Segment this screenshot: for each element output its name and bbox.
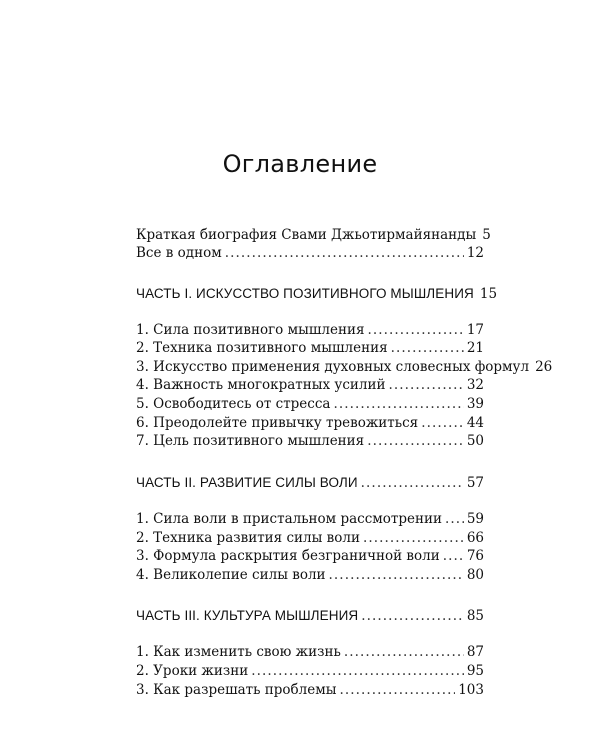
entry-label: 2. Техника позитивного мышления (136, 340, 388, 356)
entry-page: 76 (466, 548, 484, 564)
part-label: ЧАСТЬ I. ИСКУССТВО ПОЗИТИВНОГО МЫШЛЕНИЯ (136, 286, 474, 301)
toc-entry[interactable] (136, 680, 484, 700)
entry-page: 17 (466, 322, 484, 338)
entry-label: 2. Уроки жизни (136, 663, 249, 679)
entry-page: 66 (466, 530, 484, 546)
toc-entry[interactable] (136, 394, 484, 414)
dot-leader (329, 565, 464, 585)
entry-page: 85 (466, 608, 484, 624)
entry-page: 39 (466, 396, 484, 412)
toc-entry[interactable] (136, 565, 484, 585)
dot-leader (389, 375, 464, 395)
dot-leader (225, 243, 464, 263)
entry-label: 3. Формула раскрытия безграничной воли (136, 548, 440, 564)
entry-label: 2. Техника развития силы воли (136, 530, 360, 546)
entry-page: 26 (535, 359, 553, 375)
entry-label: 4. Великолепие силы воли (136, 567, 326, 583)
toc-entry[interactable] (136, 528, 484, 548)
dot-leader (344, 642, 464, 662)
entry-label: 1. Сила воли в пристальном рассмотрении (136, 511, 442, 527)
dot-leader (445, 509, 464, 529)
dot-leader (367, 431, 464, 451)
toc-entry[interactable] (136, 357, 553, 377)
entry-page: 95 (466, 663, 484, 679)
toc-entry[interactable] (136, 509, 484, 529)
dot-leader (367, 320, 463, 340)
entry-page: 59 (466, 511, 484, 527)
dot-leader (443, 546, 464, 566)
part-label: ЧАСТЬ III. КУЛЬТУРА МЫШЛЕНИЯ (136, 608, 359, 623)
entry-page: 12 (466, 245, 484, 261)
entry-label: 3. Как разрешать проблемы (136, 682, 337, 698)
toc-entry[interactable] (136, 431, 484, 451)
entry-label: 1. Сила позитивного мышления (136, 322, 365, 338)
entry-label: 6. Преодолейте привычку тревожиться (136, 415, 419, 431)
entry-page: 44 (466, 415, 484, 431)
entry-label: Краткая биография Свами Джьотирмайянанды (136, 227, 477, 243)
part-label: ЧАСТЬ II. РАЗВИТИЕ СИЛЫ ВОЛИ (136, 475, 358, 490)
toc-entry[interactable] (136, 338, 484, 358)
toc-entry[interactable] (136, 375, 484, 395)
entry-label: 5. Освободитесь от стресса (136, 396, 331, 412)
entry-page: 50 (466, 433, 484, 449)
toc-entry[interactable] (136, 661, 484, 681)
toc-entry-biography[interactable] (136, 225, 491, 245)
dot-leader (340, 680, 456, 700)
entry-label: 4. Важность многократных усилий (136, 377, 386, 393)
entry-page: 57 (466, 475, 484, 491)
entry-page: 87 (466, 644, 484, 660)
toc-entry[interactable] (136, 642, 484, 662)
entry-page: 32 (466, 377, 484, 393)
toc-part-heading[interactable] (136, 284, 498, 304)
entry-label: 3. Искусство применения духовных словесных формул (136, 359, 530, 375)
entry-page: 103 (458, 682, 484, 698)
dot-leader (251, 661, 464, 681)
entry-label: 7. Цель позитивного мышления (136, 433, 365, 449)
dot-leader (391, 338, 464, 358)
toc-entry[interactable] (136, 413, 484, 433)
page-title: Оглавление (222, 150, 378, 178)
toc-part-heading[interactable] (136, 473, 484, 493)
entry-page: 21 (466, 340, 484, 356)
dot-leader (361, 473, 464, 493)
entry-label: 1. Как изменить свою жизнь (136, 644, 341, 660)
dot-leader (361, 606, 464, 626)
entry-page: 5 (482, 227, 491, 243)
toc-entry-all-in-one[interactable] (136, 243, 484, 263)
toc-entry[interactable] (136, 320, 484, 340)
toc-part-heading[interactable] (136, 606, 484, 626)
entry-page: 15 (479, 286, 498, 302)
entry-page: 80 (466, 567, 484, 583)
toc-entry[interactable] (136, 546, 484, 566)
dot-leader (333, 394, 463, 414)
dot-leader (421, 413, 464, 433)
dot-leader (363, 528, 464, 548)
entry-label: Все в одном (136, 245, 222, 261)
